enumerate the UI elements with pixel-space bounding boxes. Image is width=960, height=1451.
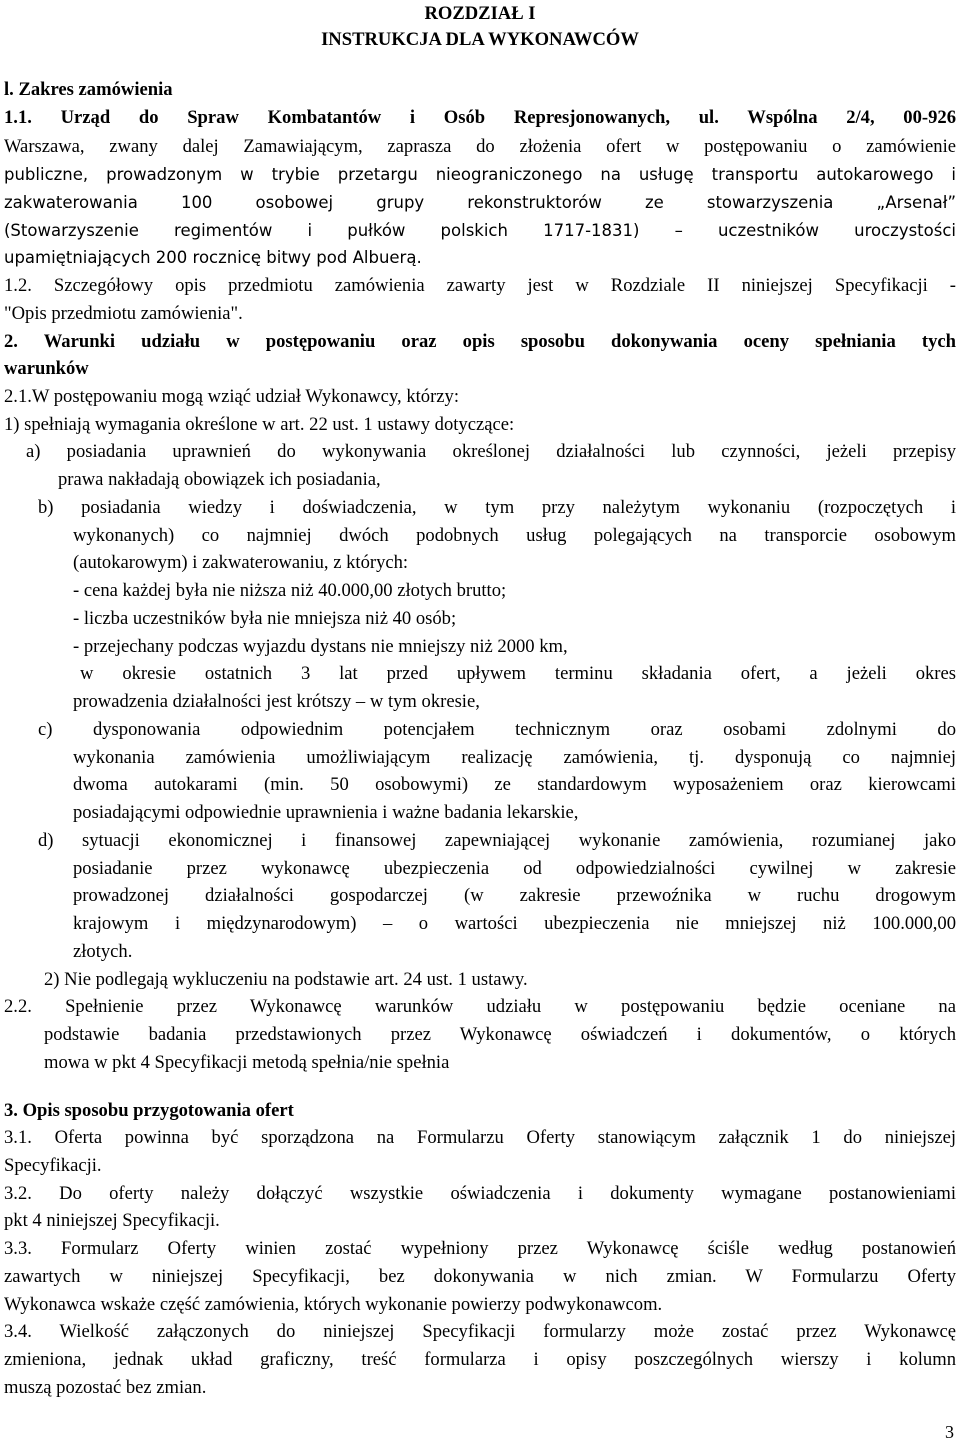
paragraph-line: 3.2. Do oferty należy dołączyć wszystkie oświadczenia i dokumenty wymagane postanowieniami: [4, 1183, 956, 1204]
list-item-2: 2) Nie podlegają wykluczeniu na podstawie art. 24 ust. 1 ustawy.: [44, 969, 528, 990]
paragraph-line: upamiętniających 200 rocznicę bitwy pod Albuerą.: [4, 248, 422, 267]
paragraph-line: 2.2. Spełnienie przez Wykonawcę warunków udziału w postępowaniu będzie oceniane na: [4, 996, 956, 1017]
section-heading: warunków: [4, 358, 89, 379]
chapter-subtitle: INSTRUKCJA DLA WYKONAWCÓW: [321, 29, 639, 50]
list-item-b: b) posiadania wiedzy i doświadczenia, w tym przy należytym wykonaniu (rozpoczętych i: [38, 497, 956, 518]
section-heading: 3. Opis sposobu przygotowania ofert: [4, 1100, 294, 1121]
paragraph-line: 2.1.W postępowaniu mogą wziąć udział Wykonawcy, którzy:: [4, 386, 459, 407]
list-item-c: c) dysponowania odpowiednim potencjałem technicznym oraz osobami zdolnymi do: [38, 719, 956, 740]
list-item-c-cont: dwoma autokarami (min. 50 osobowymi) ze standardowym wyposażeniem oraz kierowcami: [73, 774, 956, 795]
paragraph-line: muszą pozostać bez zmian.: [4, 1377, 207, 1398]
list-item-d-cont: posiadanie przez wykonawcę ubezpieczenia od odpowiedzialności cywilnej w zakresie: [73, 858, 956, 879]
paragraph-line: Wykonawca wskaże część zamówienia, których wykonanie powierzy podwykonawcom.: [4, 1294, 663, 1315]
paragraph-line: 3.3. Formularz Oferty winien zostać wypełniony przez Wykonawcę ściśle według postanowień: [4, 1238, 956, 1259]
list-item-c-cont: posiadającymi odpowiednie uprawnienia i ważne badania lekarskie,: [73, 802, 579, 823]
list-item-a: a) posiadania uprawnień do wykonywania określonej działalności lub czynności, jeżeli przepisy: [26, 441, 956, 462]
paragraph-line: (Stowarzyszenie regimentów i pułków polskich 1717-1831) – uczestników uroczystości: [4, 221, 956, 240]
paragraph-line: publiczne, prowadzonym w trybie przetargu nieograniczonego na usługę transportu autokarowego i: [4, 165, 956, 184]
paragraph-line: 1) spełniają wymagania określone w art. 22 ust. 1 ustawy dotyczące:: [4, 414, 515, 435]
paragraph-line: zmieniona, jednak układ graficzny, treść formularza i opisy poszczególnych wierszy i kolumn: [4, 1349, 956, 1370]
section-heading: l. Zakres zamówienia: [4, 79, 173, 100]
list-item-a-cont: prawa nakładają obowiązek ich posiadania,: [58, 469, 381, 490]
list-item-d-cont: krajowym i międzynarodowym) – o wartości ubezpieczenia nie mniejszej niż 100.000,00: [73, 913, 956, 934]
section-heading: 2. Warunki udziału w postępowaniu oraz opis sposobu dokonywania oceny spełniania tych: [4, 331, 956, 352]
paragraph-line: 3.4. Wielkość załączonych do niniejszej Specyfikacji formularzy może zostać przez Wykonawcę: [4, 1321, 956, 1342]
paragraph-line: 1.2. Szczegółowy opis przedmiotu zamówienia zawarty jest w Rozdziale II niniejszej Specyfikacji -: [4, 275, 956, 296]
paragraph-line: mowa w pkt 4 Specyfikacji metodą spełnia/nie spełnia: [44, 1052, 450, 1073]
page-number: 3: [945, 1422, 954, 1442]
sub-item-cont: w okresie ostatnich 3 lat przed upływem terminu składania ofert, a jeżeli okres: [80, 663, 956, 684]
paragraph-line: Specyfikacji.: [4, 1155, 102, 1176]
paragraph-line: podstawie badania przedstawionych przez Wykonawcę oświadczeń i dokumentów, o których: [44, 1024, 956, 1045]
sub-item: - cena każdej była nie niższa niż 40.000,00 złotych brutto;: [73, 580, 507, 601]
paragraph-line: zawartych w niniejszej Specyfikacji, bez dokonywania w nich zmian. W Formularzu Oferty: [4, 1266, 956, 1287]
paragraph-line: Warszawa, zwany dalej Zamawiającym, zaprasza do złożenia ofert w postępowaniu o zamówienie: [4, 136, 956, 157]
list-item-b-cont: wykonanych) co najmniej dwóch podobnych usług polegających na transporcie osobowym: [73, 525, 956, 546]
paragraph-line: zakwaterowania 100 osobowej grupy rekonstruktorów ze stowarzyszenia „Arsenał”: [4, 193, 956, 212]
list-item-d: d) sytuacji ekonomicznej i finansowej zapewniającej wykonanie zamówienia, rozumianej jako: [38, 830, 956, 851]
paragraph-line: "Opis przedmiotu zamówienia".: [4, 303, 243, 324]
sub-item-cont: prowadzenia działalności jest krótszy – w tym okresie,: [73, 691, 480, 712]
list-item-d-cont: złotych.: [73, 941, 133, 962]
paragraph-line: pkt 4 niniejszej Specyfikacji.: [4, 1210, 220, 1231]
list-item-b-cont: (autokarowym) i zakwaterowaniu, z których:: [73, 552, 409, 573]
paragraph-line: 1.1. Urząd do Spraw Kombatantów i Osób Represjonowanych, ul. Wspólna 2/4, 00-926: [4, 107, 956, 128]
paragraph-line: 3.1. Oferta powinna być sporządzona na Formularzu Oferty stanowiącym załącznik 1 do niniejszej: [4, 1127, 956, 1148]
chapter-title: ROZDZIAŁ I: [424, 3, 536, 24]
list-item-c-cont: wykonania zamówienia umożliwiającym realizację zamówienia, tj. dysponują co najmniej: [73, 747, 956, 768]
sub-item: - liczba uczestników była nie mniejsza niż 40 osób;: [73, 608, 457, 629]
sub-item: - przejechany podczas wyjazdu dystans nie mniejszy niż 2000 km,: [73, 636, 568, 657]
list-item-d-cont: prowadzonej działalności gospodarczej (w zakresie przewoźnika w ruchu drogowym: [73, 885, 956, 906]
